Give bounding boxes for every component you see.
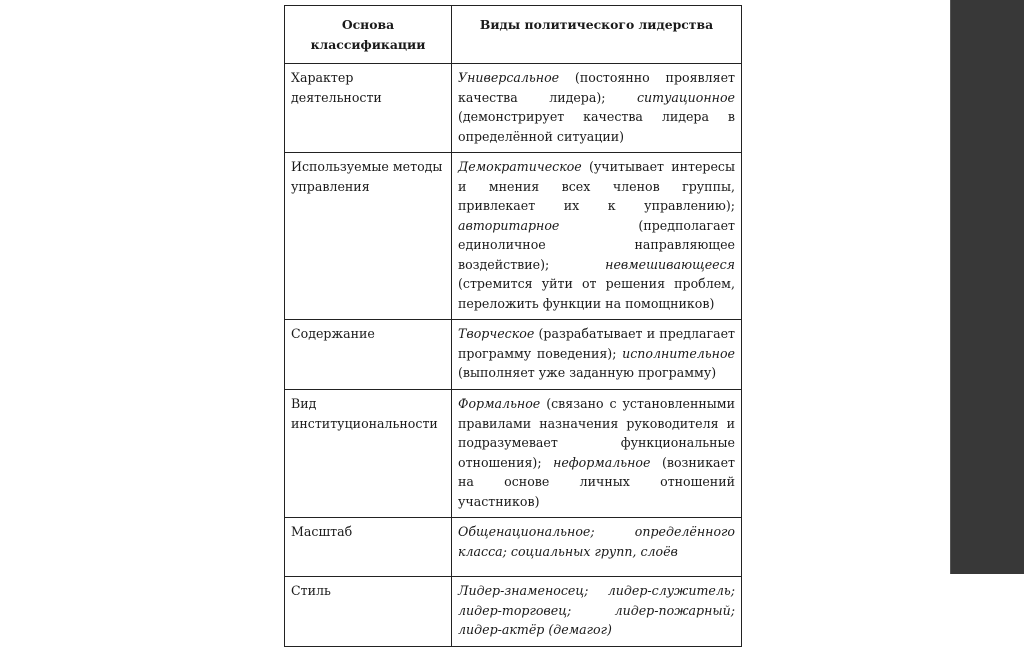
types-cell	[452, 577, 742, 647]
leadership-type-term: Творческое	[458, 326, 535, 341]
leadership-type-description: (стремится уйти от решения проблем, переложить функции на помощников)	[458, 276, 735, 311]
types-cell	[452, 64, 742, 153]
table-row	[285, 518, 742, 577]
table-header-row	[285, 6, 742, 64]
leadership-types-table	[284, 5, 742, 647]
basis-cell: Используемые методы управления	[285, 153, 452, 320]
leadership-type-term: невмешивающееся	[605, 256, 735, 272]
basis-cell: Масштаб	[285, 518, 452, 577]
basis-cell: Вид институциональности	[285, 390, 452, 518]
leadership-type-term: неформальное	[553, 454, 651, 470]
table-row	[285, 577, 742, 647]
leadership-type-term: исполнительное	[622, 345, 735, 361]
table-row	[285, 153, 742, 320]
header-types: Виды политического лидерства	[452, 6, 742, 64]
leadership-type-term: ситуационное	[636, 89, 735, 105]
leadership-type-description: (выполняет уже заданную программу)	[458, 365, 717, 380]
right-side-panel	[950, 0, 1024, 574]
leadership-type-description: (демонстрирует качества лидера в определённой ситуации)	[458, 109, 735, 144]
leadership-type-description: (предполагает единоличное направляющее воздействие);	[458, 217, 735, 272]
basis-cell: Стиль	[285, 577, 452, 647]
leadership-type-description: (постоянно проявляет качества лидера);	[458, 70, 735, 105]
types-cell	[452, 320, 742, 390]
leadership-type-description: (разрабатывает и предлагает программу поведения);	[458, 326, 735, 361]
leadership-type-description: (связано с установленными правилами назначения руководителя и подразумевает функциональные отношения);	[458, 396, 735, 470]
leadership-type-term: Демократическое	[458, 159, 582, 174]
header-basis: Основа классификации	[285, 6, 452, 64]
leadership-type-term: Формальное	[458, 396, 541, 411]
leadership-type-term: Лидер-знаменосец; лидер-служитель; лидер-торговец; лидер-пожарный; лидер-актёр (демагог)	[458, 583, 735, 637]
basis-cell: Содержание	[285, 320, 452, 390]
types-cell	[452, 153, 742, 320]
leadership-type-description: (учитывает интересы и мнения всех членов группы, привлекает их к управлению);	[458, 159, 735, 213]
table-row	[285, 390, 742, 518]
table-row	[285, 64, 742, 153]
types-cell	[452, 390, 742, 518]
leadership-type-description: (возникает на основе личных отношений участников)	[458, 454, 735, 509]
basis-cell: Характер деятельности	[285, 64, 452, 153]
leadership-type-term: авторитарное	[458, 217, 560, 233]
types-cell	[452, 518, 742, 577]
table-row	[285, 320, 742, 390]
leadership-type-term: Универсальное	[458, 70, 560, 85]
leadership-type-term: Общенациональное; определённого класса; социальных групп, слоёв	[458, 524, 735, 559]
